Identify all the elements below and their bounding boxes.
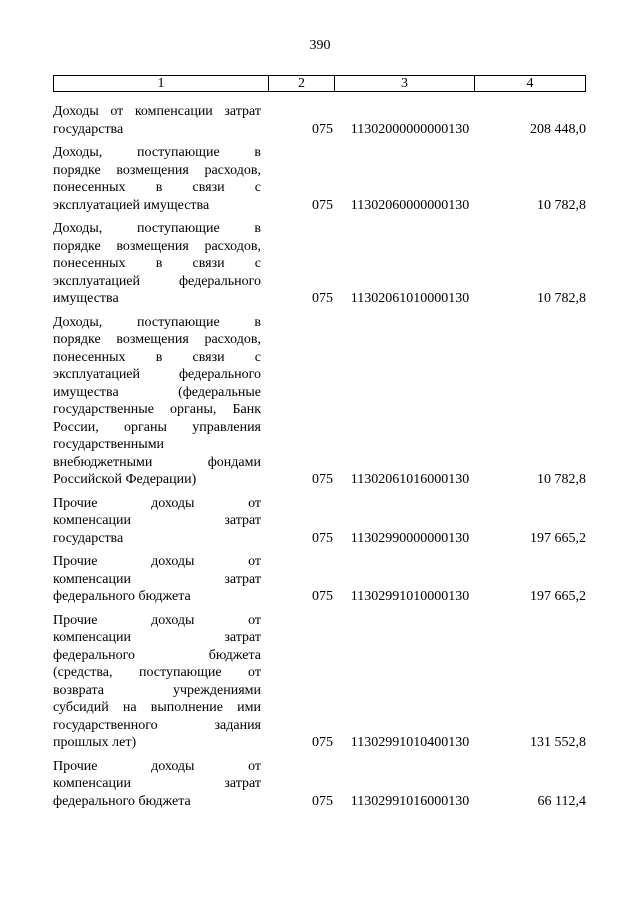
description-line: эксплуатацией федерального bbox=[53, 273, 261, 289]
description-line: федерального бюджета bbox=[53, 647, 261, 663]
table-row bbox=[53, 144, 586, 214]
description-line: компенсации затрат bbox=[53, 776, 261, 791]
description-line: Российской Федерации) bbox=[53, 472, 197, 487]
description-line: эксплуатацией федерального bbox=[53, 367, 261, 382]
classification-code: 11302991010400130 bbox=[350, 735, 470, 750]
administrator-code: 075 bbox=[312, 589, 333, 604]
amount-value: 10 782,8 bbox=[537, 291, 586, 306]
description-line: Доходы от компенсации затрат bbox=[53, 104, 261, 119]
classification-code: 11302061016000130 bbox=[350, 472, 470, 487]
table-row bbox=[53, 314, 586, 489]
revenue-table-body bbox=[53, 103, 586, 816]
description-line: федерального бюджета bbox=[53, 793, 191, 809]
revenue-description bbox=[53, 553, 261, 606]
amount-value: 66 112,4 bbox=[537, 793, 586, 809]
description-line: Прочие доходы от bbox=[53, 612, 261, 628]
description-line: понесенных в связи с bbox=[53, 349, 261, 365]
column-3-number: 3 bbox=[335, 76, 475, 91]
description-line: Доходы, поступающие в bbox=[53, 314, 261, 330]
column-number-header bbox=[53, 75, 586, 92]
page-number: 390 bbox=[309, 38, 331, 53]
table-row bbox=[53, 103, 586, 138]
description-line: компенсации затрат bbox=[53, 513, 261, 528]
description-line: понесенных в связи с bbox=[53, 256, 261, 271]
administrator-code: 075 bbox=[312, 291, 333, 306]
administrator-code: 075 bbox=[312, 121, 333, 137]
revenue-description bbox=[53, 495, 261, 548]
classification-code: 11302990000000130 bbox=[350, 530, 470, 546]
description-line: внебюджетными фондами bbox=[53, 454, 261, 470]
description-line: федерального бюджета bbox=[53, 589, 191, 604]
description-line: государственными bbox=[53, 437, 165, 452]
administrator-code: 075 bbox=[312, 530, 333, 546]
amount-value: 197 665,2 bbox=[530, 530, 586, 546]
table-row bbox=[53, 553, 586, 606]
revenue-description bbox=[53, 220, 261, 308]
description-line: государства bbox=[53, 530, 124, 546]
amount-value: 10 782,8 bbox=[537, 197, 586, 213]
amount-value: 10 782,8 bbox=[537, 472, 586, 487]
revenue-description bbox=[53, 612, 261, 752]
table-row bbox=[53, 612, 586, 752]
revenue-description bbox=[53, 103, 261, 138]
description-line: Доходы, поступающие в bbox=[53, 221, 261, 236]
description-line: Прочие доходы от bbox=[53, 495, 261, 511]
description-line: порядке возмещения расходов, bbox=[53, 162, 261, 178]
administrator-code: 075 bbox=[312, 197, 333, 213]
administrator-code: 075 bbox=[312, 735, 333, 750]
classification-code: 11302061010000130 bbox=[350, 291, 470, 306]
description-line: порядке возмещения расходов, bbox=[53, 238, 261, 254]
table-row bbox=[53, 758, 586, 811]
table-row bbox=[53, 220, 586, 308]
description-line: государственные органы, Банк bbox=[53, 402, 261, 417]
description-line: субсидий на выполнение ими bbox=[53, 700, 261, 715]
revenue-description bbox=[53, 144, 261, 214]
description-line: имущества (федеральные bbox=[53, 384, 261, 400]
description-line: имущества bbox=[53, 291, 119, 306]
description-line: России, органы управления bbox=[53, 419, 261, 435]
column-1-number: 1 bbox=[54, 76, 269, 91]
classification-code: 11302000000000130 bbox=[350, 121, 470, 137]
classification-code: 11302060000000130 bbox=[350, 197, 470, 213]
column-4-number: 4 bbox=[526, 76, 534, 91]
description-line: Прочие доходы от bbox=[53, 554, 261, 569]
description-line: компенсации затрат bbox=[53, 630, 261, 645]
revenue-description bbox=[53, 758, 261, 811]
column-2-number: 2 bbox=[269, 76, 335, 91]
description-line: Доходы, поступающие в bbox=[53, 145, 261, 160]
description-line: (средства, поступающие от bbox=[53, 665, 261, 680]
description-line: эксплуатацией имущества bbox=[53, 197, 210, 213]
description-line: понесенных в связи с bbox=[53, 180, 261, 195]
amount-value: 131 552,8 bbox=[530, 735, 586, 750]
table-row bbox=[53, 495, 586, 548]
description-line: возврата учреждениями bbox=[53, 682, 261, 698]
description-line: Прочие доходы от bbox=[53, 758, 261, 774]
description-line: государственного задания bbox=[53, 717, 261, 733]
description-line: компенсации затрат bbox=[53, 571, 261, 587]
amount-value: 197 665,2 bbox=[530, 589, 586, 604]
classification-code: 11302991010000130 bbox=[350, 589, 470, 604]
amount-value: 208 448,0 bbox=[530, 121, 586, 137]
administrator-code: 075 bbox=[312, 793, 333, 809]
revenue-description bbox=[53, 314, 261, 489]
description-line: порядке возмещения расходов, bbox=[53, 332, 261, 347]
description-line: прошлых лет) bbox=[53, 735, 137, 750]
classification-code: 11302991016000130 bbox=[350, 793, 470, 809]
description-line: государства bbox=[53, 121, 124, 137]
administrator-code: 075 bbox=[312, 472, 333, 487]
